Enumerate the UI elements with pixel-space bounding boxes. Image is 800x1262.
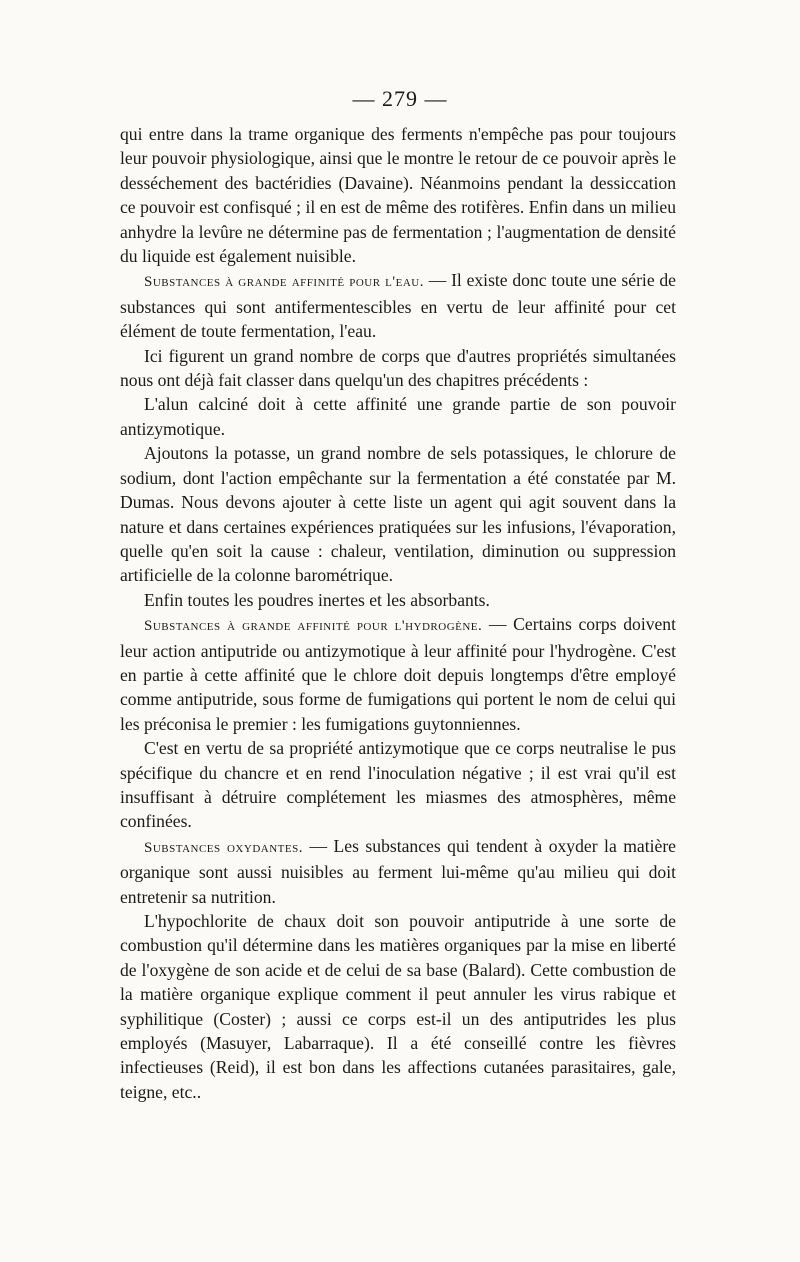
page-number: — 279 — (352, 86, 448, 111)
paragraph: L'hypochlorite de chaux doit son pouvoir antiputride à une sorte de combustion qu'il détermine dans les matières organiques par la mise en liberté de l'oxygène de son acide et de celui de sa base (Balard). Cette combustion de la matière organique explique comment il peut annuler les virus rabique et syphilitique (Coster) ; aussi ce corps est-il un des antiputrides les plus employés (Masuyer, Labarraque). Il a été conseillé contre les fièvres infectieuses (Reid), il est bon dans les affections cutanées parasitaires, gale, teigne, etc.. (120, 911, 676, 1102)
paragraph: Enfin toutes les poudres inertes et les absorbants. (144, 589, 490, 610)
paragraph: L'alun calciné doit à cette affinité une grande partie de son pouvoir antizymotique. (120, 394, 676, 439)
body-text (120, 122, 676, 1104)
paragraph (120, 268, 676, 343)
paragraph: qui entre dans la trame organique des ferments n'empêche pas pour toujours leur pouvoir physiologique, ainsi que le montre le retour de ce pouvoir après le desséchement des bactéridies (Davaine). Néanmoins pendant la dessiccation ce pouvoir est confisqué ; il en est de même des rotifères. Enfin dans un milieu anhydre la levûre ne détermine pas de fermentation ; l'augmentation de densité du liquide est également nuisible. (120, 124, 676, 267)
paragraph-text: — Il existe donc toute une série de substances qui sont antifermentescibles en vertu de leur affinité pour cet élément de toute fermentation, l'eau. (120, 270, 676, 342)
paragraph: Ajoutons la potasse, un grand nombre de sels potassiques, le chlorure de sodium, dont l'action empêchante sur la fermentation a été constatée par M. Dumas. Nous devons ajouter à cette liste un agent qui agit souvent dans la nature et dans certaines expériences pratiquées sur les infusions, l'évaporation, quelle qu'en soit la cause : chaleur, ventilation, diminution ou suppression artificielle de la colonne barométrique. (120, 443, 676, 586)
paragraph-text: — Les substances qui tendent à oxyder la matière organique sont aussi nuisibles au ferment lui-même qu'au milieu qui doit entretenir sa nutrition. (120, 835, 676, 907)
paragraph: Ici figurent un grand nombre de corps que d'autres propriétés simultanées nous ont déjà fait classer dans quelqu'un des chapitres précédents : (120, 345, 676, 391)
paragraph-text: — Certains corps doivent leur action antiputride ou antizymotique à leur affinité pour l'hydrogène. C'est en partie à cette affinité que le chlore doit depuis longtemps d'être employé comme antiputride, sous forme de fumigations qui portent le nom de celui qui les préconisa le premier : les fumigations guytonniennes. (120, 614, 676, 734)
section-heading: Substances à grande affinité pour l'hydrogène. (144, 618, 483, 635)
section-heading: Substances oxydantes. (144, 839, 303, 856)
paragraph (120, 612, 676, 736)
section-heading: Substances à grande affinité pour l'eau. (144, 274, 424, 291)
paragraph: C'est en vertu de sa propriété antizymotique que ce corps neutralise le pus spécifique du chancre et en rend l'inoculation négative ; il est vrai qu'il est insuffisant à détruire complétement les miasmes des atmosphères, même confinées. (120, 738, 676, 832)
paragraph (120, 834, 676, 909)
